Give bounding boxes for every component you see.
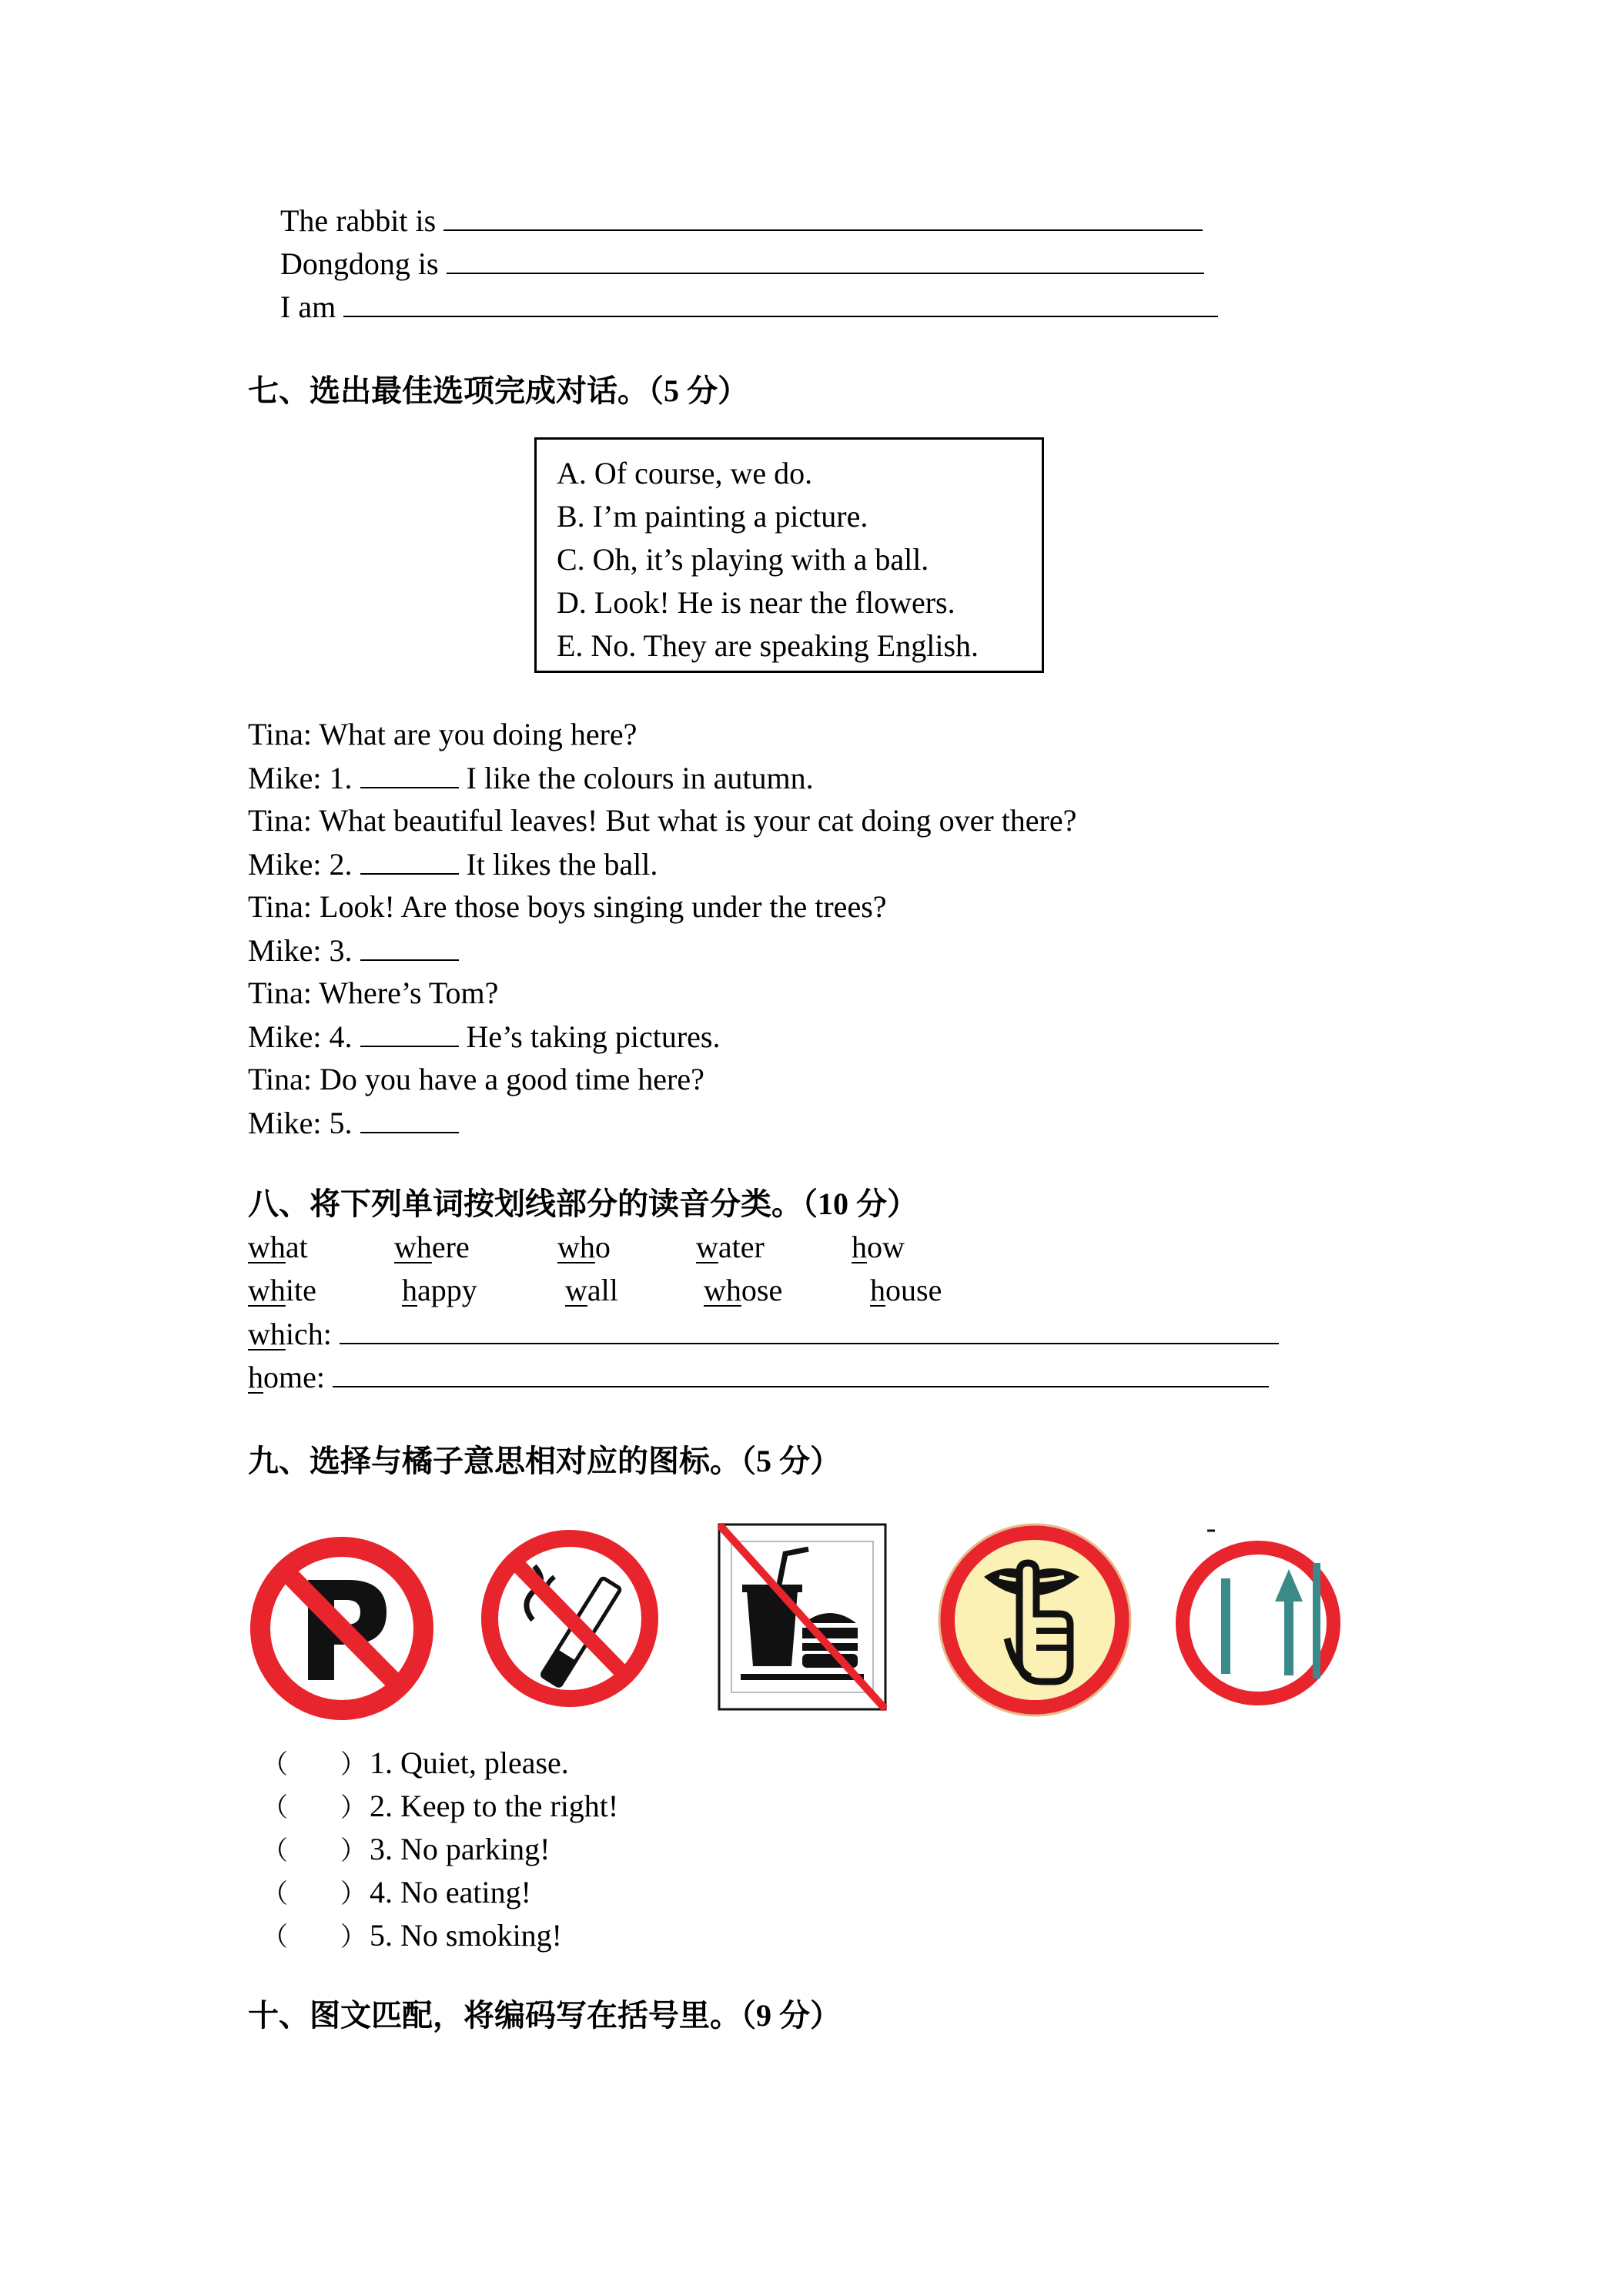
section8-title: 八、将下列单词按划线部分的读音分类。 (248, 1186, 802, 1222)
sign-item (262, 1871, 531, 1916)
answer-paren[interactable]: （ ） (262, 1792, 366, 1823)
section7-title: 七、选出最佳选项完成对话。 (248, 373, 648, 409)
rabbit-line (280, 199, 1203, 243)
rabbit-label: The rabbit is (280, 203, 437, 238)
word-rest: ite (285, 1273, 316, 1307)
sign-item-text: 1. Quiet, please. (370, 1745, 569, 1780)
category-home-line (248, 1355, 1269, 1399)
word-item (394, 1226, 470, 1269)
keep-right-sign (1170, 1525, 1347, 1715)
answer-paren[interactable]: （ ） (262, 1922, 366, 1953)
no-eating-sign (718, 1523, 887, 1711)
word-item (248, 1269, 316, 1312)
dialogue-line (248, 713, 637, 756)
word-item (852, 1226, 905, 1269)
section10-title: 十、图文匹配，将编码写在括号里。 (248, 1998, 741, 2033)
dialogue-line (248, 929, 459, 972)
word-rest: at (285, 1230, 308, 1264)
word-rest: ouse (885, 1273, 942, 1307)
answer-paren[interactable]: （ ） (262, 1879, 366, 1909)
dialogue-text: Tina: Do you have a good time here? (248, 1062, 704, 1096)
word-underlined-part: w (565, 1273, 587, 1307)
answer-blank[interactable] (360, 842, 459, 875)
quiet-sign (938, 1523, 1132, 1717)
category-which-rest: ich: (285, 1317, 332, 1351)
word-underlined-part: wh (394, 1230, 432, 1264)
sign-item (262, 1914, 562, 1959)
answer-blank[interactable] (447, 242, 1204, 274)
section9-heading (248, 1440, 841, 1483)
section9-title: 九、选择与橘子意思相对应的图标。 (248, 1444, 741, 1479)
word-underlined-part: w (696, 1230, 718, 1264)
word-item (696, 1226, 765, 1269)
dialogue-tail: It likes the ball. (466, 847, 658, 882)
section8-points: （10 分） (802, 1186, 918, 1221)
dongdong-line (280, 242, 1204, 286)
no-parking-sign (249, 1532, 434, 1725)
word-item (704, 1269, 782, 1312)
i-am-label: I am (280, 290, 336, 324)
answer-blank[interactable] (443, 199, 1203, 231)
option-e: E. No. They are speaking English. (557, 628, 979, 663)
word-underlined-part: wh (248, 1273, 286, 1307)
dialogue-line (248, 1015, 720, 1059)
sign-item-text: 3. No parking! (370, 1832, 550, 1866)
dialogue-line (248, 972, 498, 1015)
category-home-rest: ome: (263, 1360, 325, 1394)
word-rest: ater (718, 1230, 765, 1264)
word-item (248, 1226, 308, 1269)
option-c: C. Oh, it’s playing with a ball. (557, 542, 929, 577)
dongdong-label: Dongdong is (280, 246, 439, 281)
word-rest: ose (741, 1273, 783, 1307)
word-underlined-part: h (870, 1273, 885, 1307)
word-underlined-part: h (852, 1230, 867, 1264)
dialogue-text: Tina: Look! Are those boys singing under the trees? (248, 889, 887, 924)
word-item (870, 1269, 942, 1312)
sign-item-text: 4. No eating! (370, 1875, 531, 1909)
word-underlined-part: wh (557, 1230, 595, 1264)
section9-points: （5 分） (741, 1444, 841, 1478)
dialogue-line (248, 1058, 704, 1101)
section8-heading (248, 1183, 918, 1226)
dialogue-tail: He’s taking pictures. (466, 1019, 721, 1054)
section10-heading (248, 1994, 841, 2037)
dialogue-text: Tina: What beautiful leaves! But what is your cat doing over there? (248, 803, 1077, 838)
category-home-underlined: h (248, 1360, 263, 1394)
dialogue-line (248, 1101, 459, 1145)
answer-blank[interactable] (333, 1355, 1269, 1387)
word-underlined-part: wh (248, 1230, 286, 1264)
dialogue-line (248, 799, 1076, 842)
dialogue-text: Mike: 3. (248, 933, 353, 968)
dialogue-line (248, 885, 887, 929)
dialogue-text: Tina: What are you doing here? (248, 717, 637, 751)
dialogue-text: Tina: Where’s Tom? (248, 976, 499, 1010)
section7-heading (248, 370, 748, 413)
dialogue-text: Mike: 4. (248, 1019, 353, 1054)
category-which-line (248, 1312, 1279, 1356)
answer-paren[interactable]: （ ） (262, 1749, 366, 1780)
answer-blank[interactable] (360, 1101, 459, 1133)
sign-item-text: 5. No smoking! (370, 1918, 562, 1953)
answer-blank[interactable] (343, 285, 1218, 317)
word-item (557, 1226, 611, 1269)
no-smoking-sign (479, 1520, 661, 1717)
answer-blank[interactable] (360, 756, 459, 788)
word-rest: ere (431, 1230, 470, 1264)
options-box (534, 437, 1044, 673)
i-am-line (280, 285, 1218, 329)
section7-points: （5 分） (648, 373, 748, 408)
sign-item-text: 2. Keep to the right! (370, 1789, 619, 1823)
word-rest: all (587, 1273, 618, 1307)
word-rest: o (594, 1230, 611, 1264)
dialogue-line (248, 842, 658, 886)
sign-item (262, 1828, 550, 1873)
answer-blank[interactable] (340, 1312, 1279, 1344)
answer-paren[interactable]: （ ） (262, 1836, 366, 1866)
word-underlined-part: wh (704, 1273, 741, 1307)
sign-item (262, 1742, 569, 1786)
section10-points: （9 分） (741, 1998, 841, 2033)
dialogue-text: Mike: 5. (248, 1106, 353, 1140)
option-b: B. I’m painting a picture. (557, 499, 868, 534)
dialogue-line (248, 756, 814, 800)
option-a: A. Of course, we do. (557, 456, 813, 490)
word-underlined-part: h (402, 1273, 417, 1307)
category-which-underlined: wh (248, 1317, 286, 1351)
word-item (402, 1269, 477, 1312)
dialogue-tail: I like the colours in autumn. (466, 761, 814, 795)
answer-blank[interactable] (360, 929, 459, 961)
word-rest: ow (867, 1230, 905, 1264)
word-item (565, 1269, 618, 1312)
answer-blank[interactable] (360, 1015, 459, 1047)
dialogue-text: Mike: 1. (248, 761, 353, 795)
word-rest: appy (417, 1273, 477, 1307)
option-d: D. Look! He is near the flowers. (557, 585, 955, 620)
dialogue-text: Mike: 2. (248, 847, 353, 882)
sign-item (262, 1785, 618, 1829)
